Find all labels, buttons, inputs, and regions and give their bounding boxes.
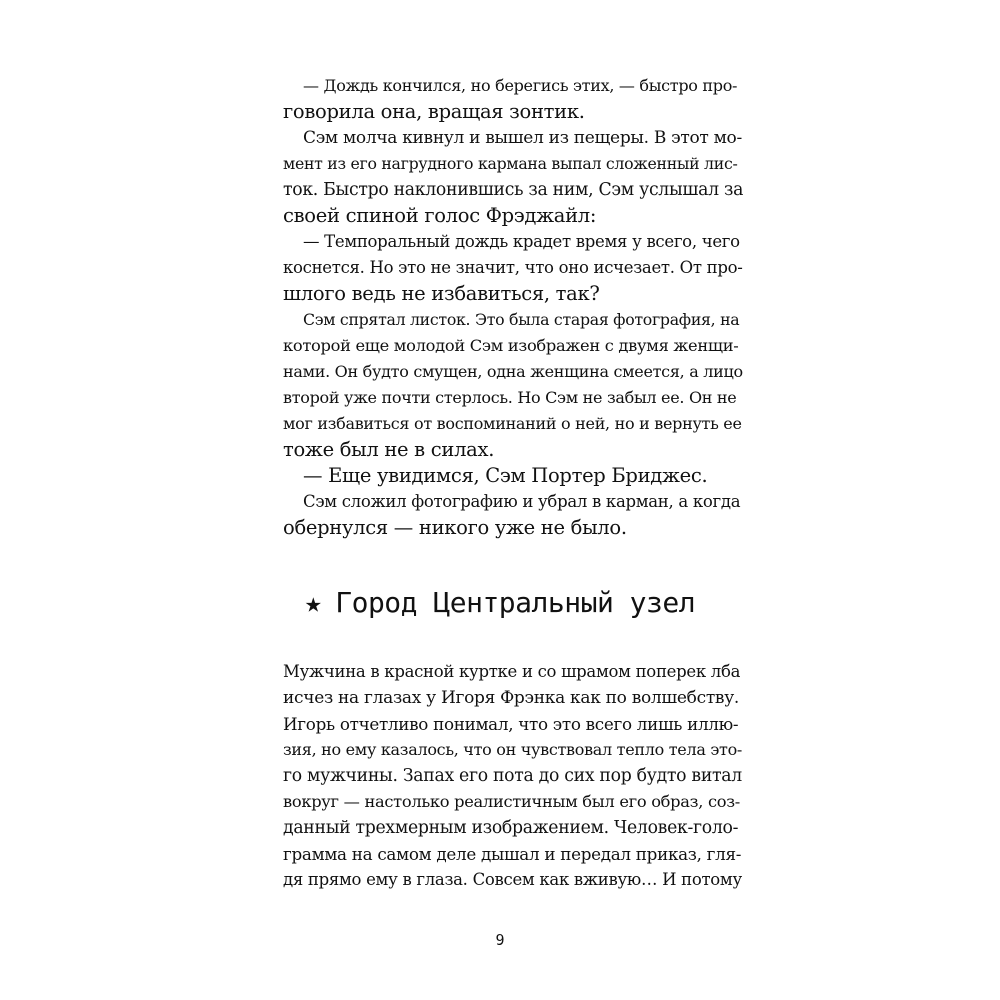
text-line: Сэм сложил фотографию и убрал в карман, а когда [303, 492, 741, 511]
text-line: нами. Он будто смущен, одна женщина смеется, а лицо [283, 362, 743, 381]
text-line: коснется. Но это не значит, что оно исчезает. От про- [283, 258, 743, 277]
text-line: данный трехмерным изображением. Человек-голо- [283, 818, 739, 838]
text-line: — Еще увидимся, Сэм Портер Бриджес. [303, 464, 708, 487]
text-line: исчез на глазах у Игоря Фрэнка как по волшебству. [283, 688, 739, 708]
text-line: своей спиной голос Фрэджайл: [283, 204, 597, 227]
page-number: 9 [495, 931, 505, 949]
text-line: шлого ведь не избавиться, так? [283, 282, 600, 305]
text-line: грамма на самом деле дышал и передал приказ, гля- [283, 844, 742, 864]
text-line: го мужчины. Запах его пота до сих пор будто витал [283, 766, 742, 786]
text-line: мент из его нагрудного кармана выпал сложенный лис- [283, 154, 738, 173]
text-line: Игорь отчетливо понимал, что это всего лишь иллю- [283, 714, 739, 734]
text-line: Сэм спрятал листок. Это была старая фотография, на [303, 310, 740, 329]
text-line: — Дождь кончился, но берегись этих, — быстро про- [303, 76, 738, 95]
chapter-title: Город Центральный узел [335, 586, 696, 619]
text-line: говорила она, вращая зонтик. [283, 100, 585, 123]
text-section-1 [283, 73, 743, 541]
text-line: Мужчина в красной куртке и со шрамом поперек лба [283, 662, 741, 681]
text-line: зия, но ему казалось, что он чувствовал тепло тела это- [283, 740, 743, 759]
text-line: вокруг — настолько реалистичным был его образ, соз- [283, 792, 740, 811]
text-line: ток. Быстро наклонившись за ним, Сэм услышал за [283, 180, 744, 200]
text-line: второй уже почти стерлось. Но Сэм не забыл ее. Он не [283, 388, 737, 407]
text-line: — Темпоральный дождь крадет время у всего, чего [303, 232, 740, 251]
text-line: обернулся — никого уже не было. [283, 516, 627, 539]
text-line: мог избавиться от воспоминаний о ней, но и вернуть ее [283, 414, 742, 433]
text-line: Сэм молча кивнул и вышел из пещеры. В этот мо- [303, 128, 742, 148]
text-section-2 [283, 659, 743, 893]
star-icon: ★ [304, 586, 322, 619]
chapter-heading [0, 583, 1000, 623]
text-line: дя прямо ему в глаза. Совсем как вживую… И потому [283, 870, 742, 889]
text-line: которой еще молодой Сэм изображен с двумя женщи- [283, 336, 739, 355]
text-line: тоже был не в силах. [283, 438, 495, 461]
